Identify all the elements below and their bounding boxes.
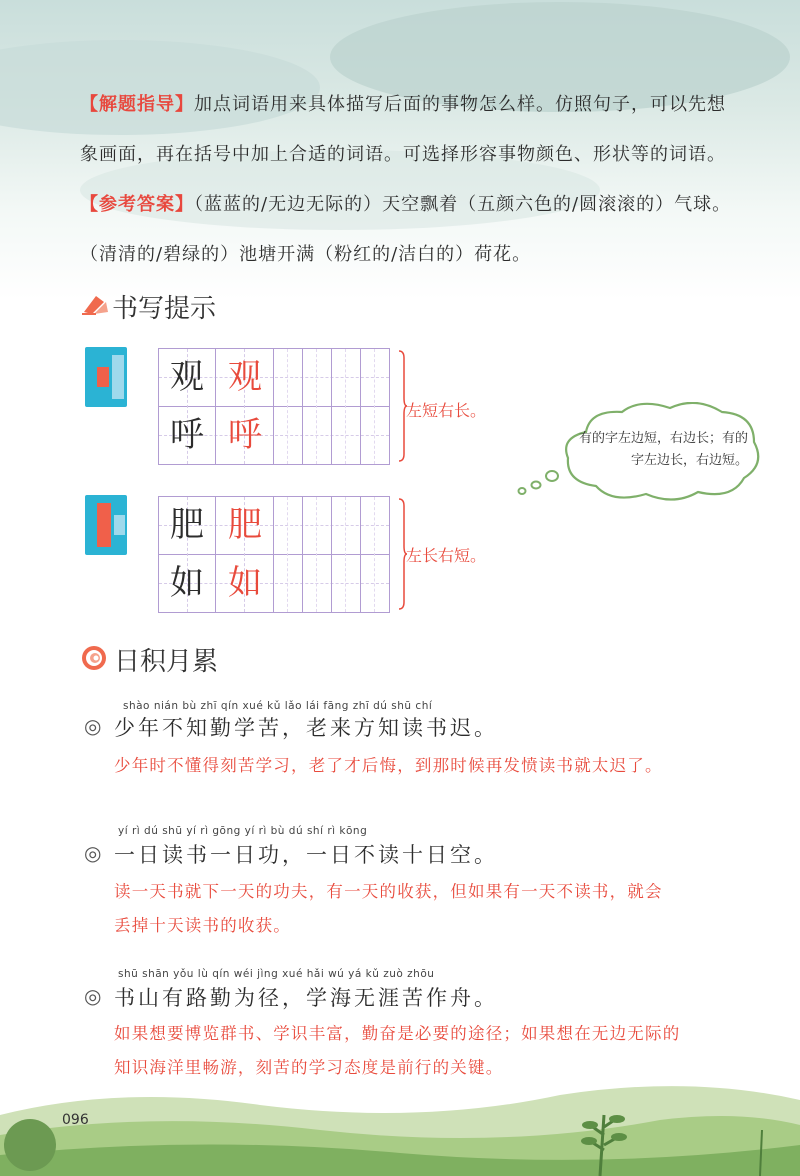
grass-decoration bbox=[0, 1075, 800, 1176]
pinyin-line: yí rì dú shū yí rì gōng yí rì bù dú shí rì kōng bbox=[118, 825, 368, 837]
verse-3: 书山有路勤为径，学海无涯苦作舟。 bbox=[114, 986, 498, 1010]
bullet-icon: ◎ bbox=[84, 984, 102, 1008]
verse-1: 少年不知勤学苦，老来方知读书迟。 bbox=[114, 716, 498, 740]
daily-title: 日积月累 bbox=[114, 647, 219, 677]
answer-line-1: 【参考答案】（蓝蓝的/无边无际的）天空飘着（五颜六色的/圆滚滚的）气球。 bbox=[80, 194, 732, 215]
structure-note-1: 左短右长。 bbox=[406, 401, 487, 420]
trace-char: 肥 bbox=[228, 505, 262, 545]
writing-grid-2 bbox=[158, 496, 390, 613]
trace-char: 观 bbox=[228, 357, 262, 397]
writing-grid-1 bbox=[158, 348, 390, 465]
writing-title: 书写提示 bbox=[112, 294, 217, 324]
model-char: 肥 bbox=[170, 505, 204, 545]
explanation-1: 少年时不懂得刻苦学习，老了才后悔，到那时候再发愤读书就太迟了。 bbox=[114, 756, 663, 775]
pinyin-line: shū shān yǒu lù qín wéi jìng xué hǎi wú yá kǔ zuò zhōu bbox=[118, 968, 435, 980]
bubble-tail bbox=[512, 470, 562, 500]
guide-line-2: 象画面，再在括号中加上合适的词语。可选择形容事物颜色、形状等的词语。 bbox=[80, 144, 726, 165]
explanation-2a: 读一天书就下一天的功夫，有一天的收获，但如果有一天不读书，就会 bbox=[114, 882, 663, 901]
bubble-text: 有的字左边短，右边长；有的字左边长，右边短。 bbox=[578, 431, 748, 468]
verse-2: 一日读书一日功，一日不读十日空。 bbox=[114, 843, 498, 867]
spiral-icon bbox=[80, 644, 108, 672]
model-char: 如 bbox=[170, 563, 204, 603]
trace-char: 呼 bbox=[228, 415, 262, 455]
bullet-icon: ◎ bbox=[84, 841, 102, 865]
answer-label: 【参考答案】 bbox=[80, 194, 194, 215]
guide-label: 【解题指导】 bbox=[80, 94, 194, 115]
trace-char: 如 bbox=[228, 563, 262, 603]
structure-card-left-long-right-short bbox=[85, 495, 127, 555]
structure-note-2: 左长右短。 bbox=[406, 546, 487, 565]
guide-line-1: 【解题指导】加点词语用来具体描写后面的事物怎么样。仿照句子，可以先想 bbox=[80, 94, 726, 115]
answer-line-2: （清清的/碧绿的）池塘开满（粉红的/洁白的）荷花。 bbox=[80, 244, 532, 265]
explanation-3b: 知识海洋里畅游，刻苦的学习态度是前行的关键。 bbox=[114, 1058, 504, 1077]
model-char: 呼 bbox=[170, 415, 204, 455]
explanation-3a: 如果想要博览群书、学识丰富，勤奋是必要的途径；如果想在无边无际的 bbox=[114, 1024, 681, 1043]
pencil-icon bbox=[80, 290, 110, 316]
pinyin-line: shào nián bù zhī qín xué kǔ lǎo lái fāng zhī dú shū chí bbox=[123, 700, 433, 712]
bullet-icon: ◎ bbox=[84, 714, 102, 738]
structure-card-left-short-right-long bbox=[85, 347, 127, 407]
page-number: 096 bbox=[62, 1112, 89, 1128]
model-char: 观 bbox=[170, 357, 204, 397]
explanation-2b: 丢掉十天读书的收获。 bbox=[114, 916, 291, 935]
